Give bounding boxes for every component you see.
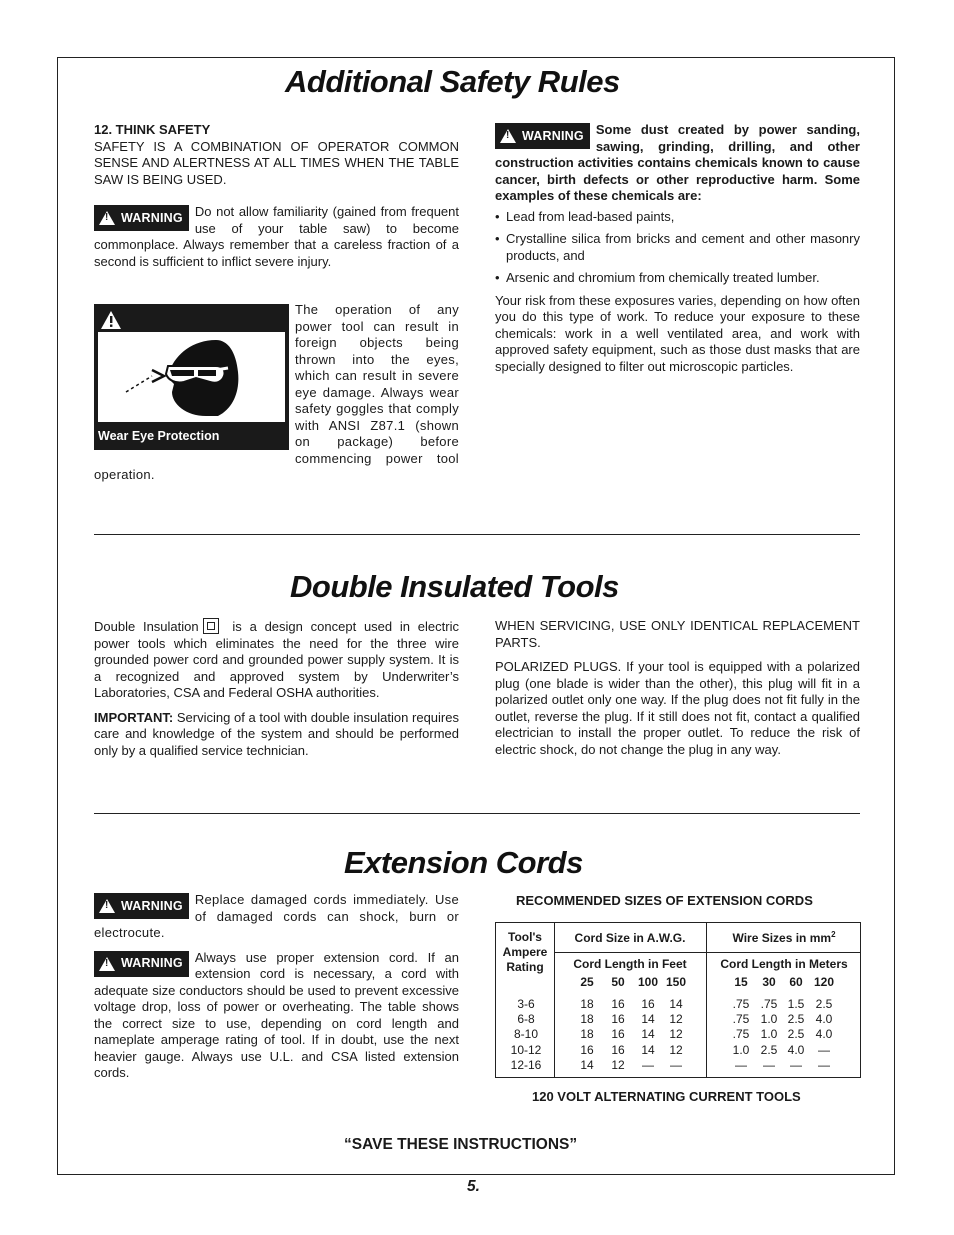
double-insulation-intro: Double Insulation is a design concept used in electric power tools which eliminates the need for the three wire grounded power cord and grounded power supply system. It is a recognized and approved system by Underwriter’s Laboratories, CSA and Federal OSHA authorities. xyxy=(94,619,459,700)
warning-badge: ! WARNING xyxy=(94,893,189,919)
section-divider xyxy=(94,534,860,535)
double-left-column xyxy=(94,618,459,759)
meter-length: 15 xyxy=(734,975,748,989)
awg-cell: 12 xyxy=(669,1012,683,1027)
ampere-rating: 12-16 xyxy=(510,1057,542,1072)
familiarity-text: Do not allow familiarity (gained from frequent use of your table saw) to become commonplace. Always remember that a careless fraction of a second is sufficient to inflict severe injury. xyxy=(94,204,459,269)
warning-badge: ! WARNING xyxy=(495,123,590,149)
ampere-rating: 6-8 xyxy=(517,1012,535,1027)
section-divider xyxy=(94,813,860,814)
familiarity-warning xyxy=(94,204,459,270)
risk-text: Your risk from these exposures varies, depending on how often you do this type of work. To reduce your exposure to these chemicals: work in a well ventilated area, and work with approved safety equipment, such as those dust masks that are specially designed to filter out microscopic particles. xyxy=(495,292,860,374)
mm-cell: — xyxy=(790,1057,802,1072)
eye-protection-sign xyxy=(94,304,289,450)
awg-cell: — xyxy=(642,1057,654,1072)
mm-header: Wire Sizes in $mm^2$ xyxy=(732,930,836,945)
warning-triangle-icon xyxy=(99,899,115,913)
feet-length: 25 xyxy=(580,975,594,989)
awg-cell: 12 xyxy=(669,1042,683,1057)
safety-right-column xyxy=(495,122,860,375)
meters-header: Cord Length in Meters xyxy=(720,957,848,971)
mm-cell: .75 xyxy=(732,1012,750,1027)
awg-cell: 14 xyxy=(580,1057,594,1072)
mm-cell: 2.5 xyxy=(787,1012,805,1027)
heading-extension-cords: Extension Cords xyxy=(344,845,583,880)
safety-left-column xyxy=(94,122,459,484)
mm-cell: 2.5 xyxy=(787,1027,805,1042)
meter-length: 120 xyxy=(813,975,835,989)
eye-protection-block xyxy=(94,302,459,484)
awg-header: Cord Size in A.W.G. xyxy=(574,931,686,945)
mm-cell: .75 xyxy=(732,1027,750,1042)
heading-double-insulated: Double Insulated Tools xyxy=(290,569,619,604)
feet-header: Cord Length in Feet xyxy=(573,957,687,971)
awg-cell: 16 xyxy=(611,1012,625,1027)
list-item: • Crystalline silica from bricks and cement and other masonry products, and xyxy=(495,231,860,264)
eye-protection-pictogram xyxy=(98,332,285,422)
warning-badge: ! WARNING xyxy=(94,205,189,231)
save-instructions: “SAVE THESE INSTRUCTIONS” xyxy=(344,1136,578,1153)
ampere-rating: 10-12 xyxy=(510,1042,542,1057)
servicing-text: WHEN SERVICING, USE ONLY IDENTICAL REPLACEMENT PARTS. xyxy=(495,618,860,650)
rating-header: Tool's Ampere Rating xyxy=(502,930,548,974)
extension-cord-table xyxy=(495,922,861,1078)
mm-cell: 4.0 xyxy=(787,1042,805,1057)
think-safety-text: SAFETY IS A COMBINATION OF OPERATOR COMMON SENSE AND ALERTNESS AT ALL TIMES WHEN THE TABLE SAW IS BEING USED. xyxy=(94,138,459,187)
awg-cell: 14 xyxy=(641,1027,655,1042)
mm-cell: 1.0 xyxy=(760,1027,778,1042)
awg-cell: 16 xyxy=(611,997,625,1011)
eye-protection-text: The operation of any power tool can result in foreign objects being thrown into the eyes, which can result in severe eye damage. Always wear safety goggles that comply with ANSI Z87.1 (shown on package) before commencing power tool operation. xyxy=(94,302,459,482)
damaged-cord-text: Replace damaged cords immediately. Use of damaged cords can shock, burn or electrocute. xyxy=(94,892,459,940)
warning-triangle-icon xyxy=(99,957,115,971)
eye-protection-caption: Wear Eye Protection xyxy=(98,428,220,443)
list-item: • Arsenic and chromium from chemically treated lumber. xyxy=(495,270,860,287)
feet-length: 150 xyxy=(665,975,687,989)
caution-triangle-icon xyxy=(100,310,122,330)
polarized-plugs-text: POLARIZED PLUGS. If your tool is equipped with a polarized plug (one blade is wider than the other), this plug will fit in a polarized outlet only one way. If the plug does not fit fully in the outlet, reverse the plug. If it still does not fit, contact a qualified electrician to install the proper outlet. To reduce the risk of electric shock, do not change the plug in any way. xyxy=(495,659,860,757)
mm-cell: 2.5 xyxy=(815,997,833,1011)
meter-length: 60 xyxy=(789,975,803,989)
proper-cord-text: Always use proper extension cord. If an extension cord is necessary, a cord with adequate size conductors should be used to prevent excessive voltage drop, loss of power or overheating. The table shows the correct size to use, depending on cord length and nameplate amperage rating of tool. If in doubt, use the next heavier gauge. Always use U.L. and CSA listed extension cords. xyxy=(94,949,459,1080)
ampere-rating: 8-10 xyxy=(513,1027,539,1042)
mm-cell: 4.0 xyxy=(815,1027,833,1042)
mm-cell: — xyxy=(735,1057,747,1072)
dust-warning-text: Some dust created by power sanding, sawing, grinding, drilling, and other construction activities contains chemicals known to cause cancer, birth defects or other reproductive harm. Some examples of these chemicals are: xyxy=(495,122,860,203)
awg-cell: 12 xyxy=(611,1057,625,1072)
awg-cell: 16 xyxy=(611,1027,625,1042)
double-right-column xyxy=(495,618,860,758)
warning-triangle-icon xyxy=(500,129,516,143)
damaged-cord-warning xyxy=(94,892,459,942)
double-insulation-symbol-icon xyxy=(203,618,219,634)
important-note: IMPORTANT: Servicing of a tool with double insulation requires care and knowledge of the system and should be performed only by a qualified service technician. xyxy=(94,709,459,758)
warning-badge: ! WARNING xyxy=(94,951,189,977)
feet-length: 100 xyxy=(637,975,659,989)
chemicals-list xyxy=(495,209,860,287)
awg-cell: 18 xyxy=(580,1027,594,1042)
feet-length: 50 xyxy=(611,975,625,989)
meter-length: 30 xyxy=(762,975,776,989)
warning-triangle-icon xyxy=(99,211,115,225)
awg-cell: 14 xyxy=(641,1042,655,1057)
awg-cell: 16 xyxy=(580,1042,594,1057)
table-title: RECOMMENDED SIZES OF EXTENSION CORDS xyxy=(516,893,813,908)
mm-cell: .75 xyxy=(760,997,778,1011)
mm-cell: 1.5 xyxy=(787,997,805,1011)
think-safety-title: 12. THINK SAFETY xyxy=(94,122,211,137)
mm-cell: 4.0 xyxy=(815,1012,833,1027)
table-footer: 120 VOLT ALTERNATING CURRENT TOOLS xyxy=(532,1089,801,1104)
cords-left-column xyxy=(94,892,459,1082)
list-item: • Lead from lead-based paints, xyxy=(495,209,860,226)
mm-cell: 1.0 xyxy=(732,1042,750,1057)
awg-cell: — xyxy=(670,1057,682,1072)
page-number: 5. xyxy=(467,1178,480,1195)
awg-cell: 14 xyxy=(669,997,683,1011)
heading-safety-rules: Additional Safety Rules xyxy=(285,64,620,99)
awg-cell: 14 xyxy=(641,1012,655,1027)
proper-cord-warning xyxy=(94,950,459,1082)
awg-cell: 16 xyxy=(641,997,655,1011)
safety-goggles-icon xyxy=(98,332,285,422)
awg-cell: 18 xyxy=(580,997,594,1011)
awg-cell: 12 xyxy=(669,1027,683,1042)
mm-cell: — xyxy=(818,1042,830,1057)
awg-cell: 16 xyxy=(611,1042,625,1057)
mm-cell: .75 xyxy=(732,997,750,1011)
mm-cell: — xyxy=(818,1057,830,1072)
mm-cell: 2.5 xyxy=(760,1042,778,1057)
dust-warning xyxy=(495,122,860,205)
mm-cell: 1.0 xyxy=(760,1012,778,1027)
ampere-rating: 3-6 xyxy=(517,997,535,1011)
mm-cell: — xyxy=(763,1057,775,1072)
awg-cell: 18 xyxy=(580,1012,594,1027)
